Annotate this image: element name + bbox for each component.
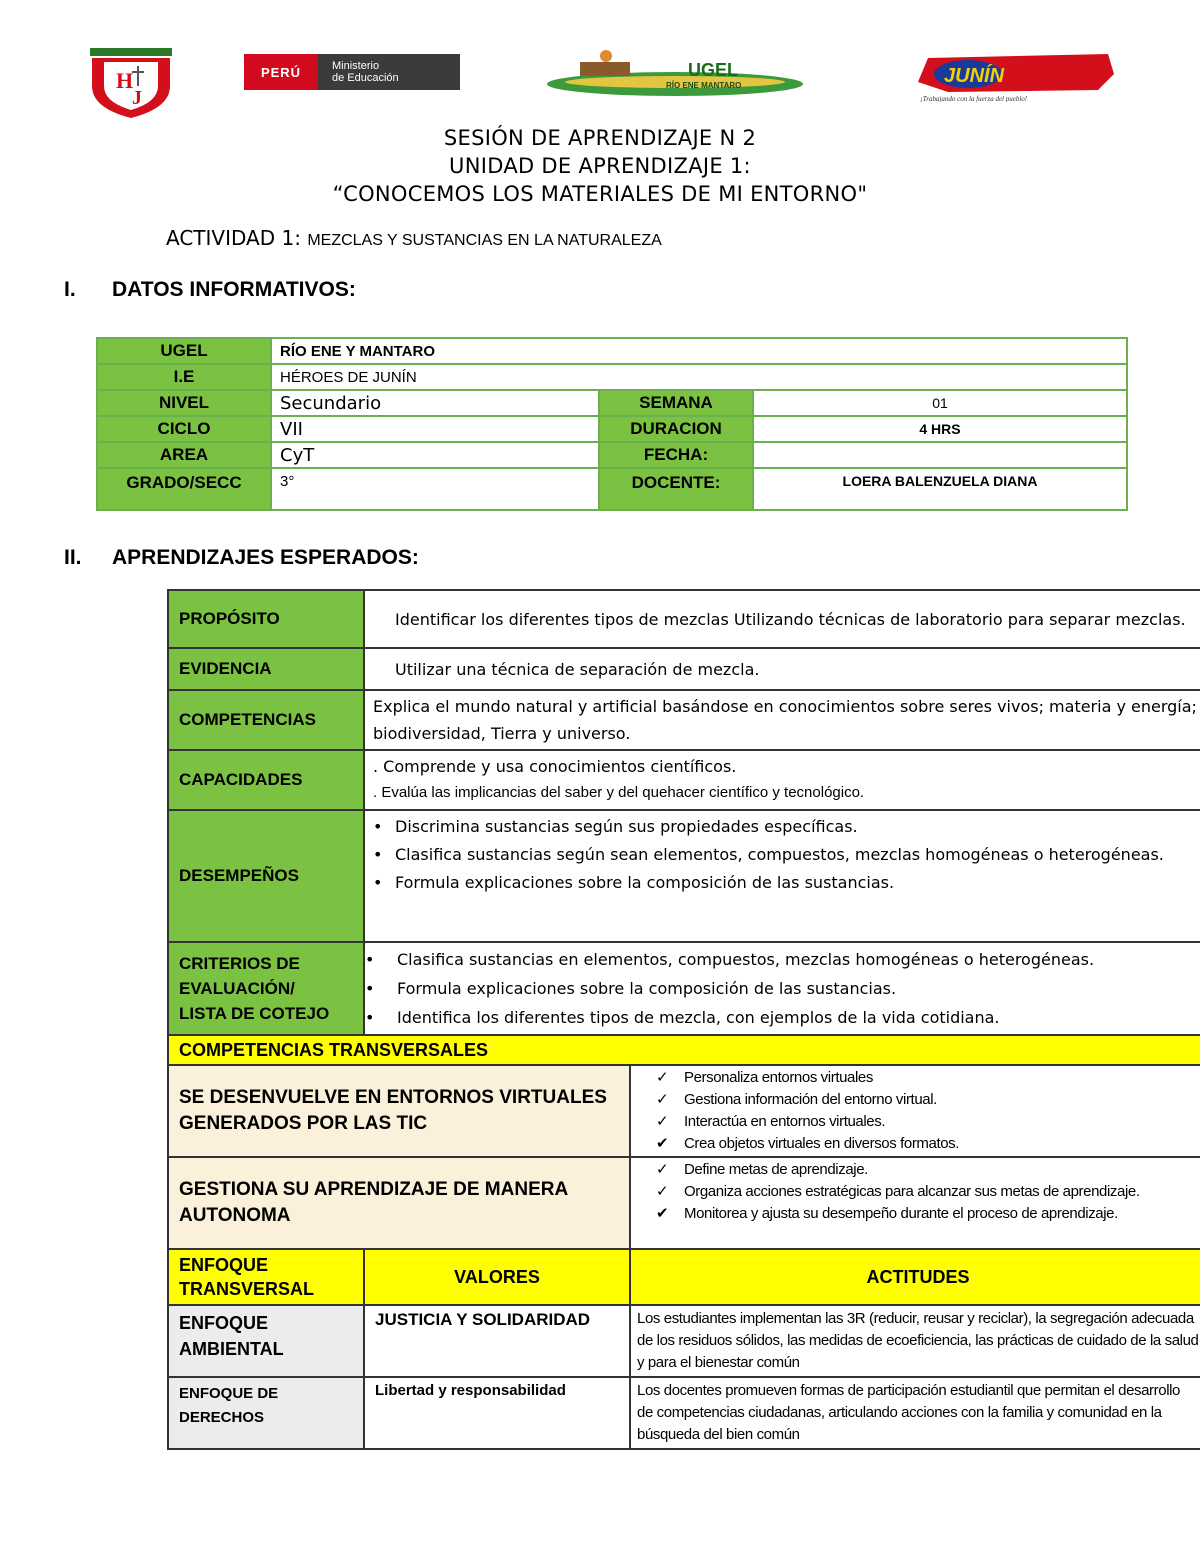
- list-item: • Formula explicaciones sobre la composición de las sustancias.: [365, 979, 897, 998]
- table-row: [168, 1157, 1200, 1249]
- school-shield-logo: [88, 46, 174, 118]
- grado-label: GRADO/SECC: [97, 468, 271, 510]
- list-item: • Clasifica sustancias en elementos, compuestos, mezclas homogéneas o heterogéneas.: [365, 950, 1095, 969]
- criterios-label: EVALUACIÓN/: [179, 979, 295, 998]
- table-row: [97, 442, 1127, 468]
- list-item: ✓ Interactúa en entornos virtuales.: [632, 1111, 1200, 1133]
- grado-value: 3°: [271, 468, 599, 510]
- derechos-valor: Libertad y responsabilidad: [364, 1377, 630, 1449]
- ugel-logo: [540, 48, 810, 102]
- criterios-list: [365, 945, 1197, 1032]
- semana-label: SEMANA: [599, 390, 753, 416]
- table-row: [97, 338, 1127, 364]
- section-number: II.: [64, 546, 82, 569]
- list-item: ✓ Personaliza entornos virtuales: [632, 1067, 1200, 1089]
- check-icon: ✔: [656, 1135, 669, 1152]
- list-item: ✓ Define metas de aprendizaje.: [632, 1159, 1200, 1181]
- section-title: DATOS INFORMATIVOS:: [112, 278, 356, 301]
- educacion-label: de Educación: [332, 72, 399, 84]
- section-datos-heading: [64, 278, 356, 302]
- proposito-text: Identificar los diferentes tipos de mezclas Utilizando técnicas de laboratorio para separar mezclas.: [364, 590, 1200, 648]
- area-label: AREA: [97, 442, 271, 468]
- capacidad-item: . Evalúa las implicancias del saber y del quehacer científico y tecnológico.: [373, 784, 865, 801]
- activity-heading: [166, 226, 662, 250]
- svg-text:H: H: [116, 68, 134, 93]
- desempenos-label: DESEMPEÑOS: [168, 810, 364, 942]
- ambiental-valor: JUSTICIA Y SOLIDARIDAD: [364, 1305, 630, 1377]
- docente-label: DOCENTE:: [599, 468, 753, 510]
- criterios-label: LISTA DE COTEJO: [179, 1004, 330, 1023]
- list-item: ✓ Gestiona información del entorno virtual.: [632, 1089, 1200, 1111]
- unit-title: UNIDAD DE APRENDIZAJE 1:: [449, 154, 751, 178]
- activity-label: ACTIVIDAD 1:: [166, 226, 301, 250]
- desempenos-list: [373, 813, 1197, 897]
- table-row: [168, 690, 1200, 750]
- enfoque-header: ENFOQUE TRANSVERSAL: [168, 1249, 364, 1305]
- derechos-actitud: Los docentes promueven formas de participación estudiantil que permitan el desarrollo de competencias ciudadanas, articulando acciones con la familia y comunidad en la búsqueda del bien común: [630, 1377, 1200, 1449]
- section-aprendizajes-heading: [64, 546, 419, 570]
- list-item: • Formula explicaciones sobre la composición de las sustancias.: [373, 873, 895, 892]
- list-item: • Clasifica sustancias según sean elementos, compuestos, mezclas homogéneas o heterogéneas.: [373, 845, 1164, 864]
- ie-label: I.E: [97, 364, 271, 390]
- aprendizajes-table: [167, 589, 1200, 1450]
- duracion-value: 4 HRS: [753, 416, 1127, 442]
- peru-label: PERÚ: [244, 54, 318, 90]
- gobierno-junin-logo: [908, 52, 1118, 102]
- check-icon: ✓: [656, 1069, 669, 1086]
- ciclo-value: VII: [271, 416, 599, 442]
- competencias-text: Explica el mundo natural y artificial basándose en conocimientos sobre seres vivos; materia y energía; biodiversidad, Tierra y universo.: [364, 690, 1200, 750]
- ambiental-actitud: Los estudiantes implementan las 3R (reducir, reusar y reciclar), la segregación adecuada de los residuos sólidos, las medidas de ecoeficiencia, las prácticas de cuidado de la salud y para el bienestar común: [630, 1305, 1200, 1377]
- table-row: [97, 468, 1127, 510]
- actitudes-header: ACTITUDES: [630, 1249, 1200, 1305]
- logo-bar: [0, 40, 1200, 120]
- table-row: [168, 1065, 1200, 1157]
- check-icon: ✓: [656, 1113, 669, 1130]
- table-row: [168, 810, 1200, 942]
- capacidad-item: . Comprende y usa conocimientos científicos.: [373, 757, 737, 776]
- tic-competencia: SE DESENVUELVE EN ENTORNOS VIRTUALES GENERADOS POR LAS TIC: [168, 1065, 630, 1157]
- check-icon: ✔: [656, 1205, 669, 1222]
- svg-text:UGEL: UGEL: [688, 60, 739, 80]
- list-item: ✔ Monitorea y ajusta su desempeño durante el proceso de aprendizaje.: [632, 1203, 1200, 1225]
- section-number: I.: [64, 278, 76, 301]
- table-row: [168, 1035, 1200, 1065]
- list-item: ✓ Organiza acciones estratégicas para alcanzar sus metas de aprendizaje.: [632, 1181, 1200, 1203]
- check-icon: ✓: [656, 1091, 669, 1108]
- list-item: • Discrimina sustancias según sus propiedades específicas.: [373, 817, 858, 836]
- svg-text:RÍO ENE MANTARO: RÍO ENE MANTARO: [666, 81, 742, 90]
- svg-text:J: J: [132, 87, 142, 109]
- section-title: APRENDIZAJES ESPERADOS:: [112, 546, 419, 569]
- list-item: ✔ Crea objetos virtuales en diversos formatos.: [632, 1133, 1200, 1155]
- area-value: CyT: [271, 442, 599, 468]
- criterios-label: CRITERIOS DE: [179, 954, 300, 973]
- table-row: [97, 390, 1127, 416]
- table-row: [168, 590, 1200, 648]
- autonoma-list: [632, 1159, 1200, 1225]
- derechos-label: ENFOQUE DE DERECHOS: [168, 1377, 364, 1449]
- ministerio-educacion-logo: [244, 54, 460, 90]
- ciclo-label: CICLO: [97, 416, 271, 442]
- ministerio-label: Ministerio: [332, 60, 380, 72]
- semana-value: 01: [753, 390, 1127, 416]
- nivel-value: Secundario: [271, 390, 599, 416]
- duracion-label: DURACION: [599, 416, 753, 442]
- autonoma-competencia: GESTIONA SU APRENDIZAJE DE MANERA AUTONOMA: [168, 1157, 630, 1249]
- transversales-header: COMPETENCIAS TRANSVERSALES: [168, 1035, 1200, 1065]
- proposito-label: PROPÓSITO: [168, 590, 364, 648]
- capacidades-label: CAPACIDADES: [168, 750, 364, 810]
- table-row: [97, 416, 1127, 442]
- list-item: • Identifica los diferentes tipos de mezcla, con ejemplos de la vida cotidiana.: [365, 1008, 1000, 1027]
- check-icon: ✓: [656, 1161, 669, 1178]
- table-row: [97, 364, 1127, 390]
- table-row: [168, 648, 1200, 690]
- ugel-value: RÍO ENE Y MANTARO: [271, 338, 1127, 364]
- ugel-label: UGEL: [97, 338, 271, 364]
- table-row: [168, 942, 1200, 1035]
- ie-value: HÉROES DE JUNÍN: [271, 364, 1127, 390]
- activity-text: MEZCLAS Y SUSTANCIAS EN LA NATURALEZA: [307, 232, 662, 249]
- docente-value: LOERA BALENZUELA DIANA: [753, 468, 1127, 510]
- svg-text:JUNÍN: JUNÍN: [944, 65, 1005, 87]
- ambiental-label: ENFOQUE AMBIENTAL: [168, 1305, 364, 1377]
- evidencia-label: EVIDENCIA: [168, 648, 364, 690]
- table-row: [168, 750, 1200, 810]
- evidencia-text: Utilizar una técnica de separación de mezcla.: [364, 648, 1200, 690]
- nivel-label: NIVEL: [97, 390, 271, 416]
- fecha-label: FECHA:: [599, 442, 753, 468]
- unit-name: “CONOCEMOS LOS MATERIALES DE MI ENTORNO": [332, 182, 868, 206]
- table-row: [168, 1377, 1200, 1449]
- fecha-value: [753, 442, 1127, 468]
- check-icon: ✓: [656, 1183, 669, 1200]
- svg-text:¡Trabajando con la fuerza del: ¡Trabajando con la fuerza del pueblo!: [920, 95, 1028, 102]
- tic-list: [632, 1067, 1200, 1155]
- session-title: SESIÓN DE APRENDIZAJE N 2: [443, 126, 757, 150]
- competencias-label: COMPETENCIAS: [168, 690, 364, 750]
- table-row: [168, 1249, 1200, 1305]
- datos-table: [96, 337, 1128, 511]
- table-row: [168, 1305, 1200, 1377]
- valores-header: VALORES: [364, 1249, 630, 1305]
